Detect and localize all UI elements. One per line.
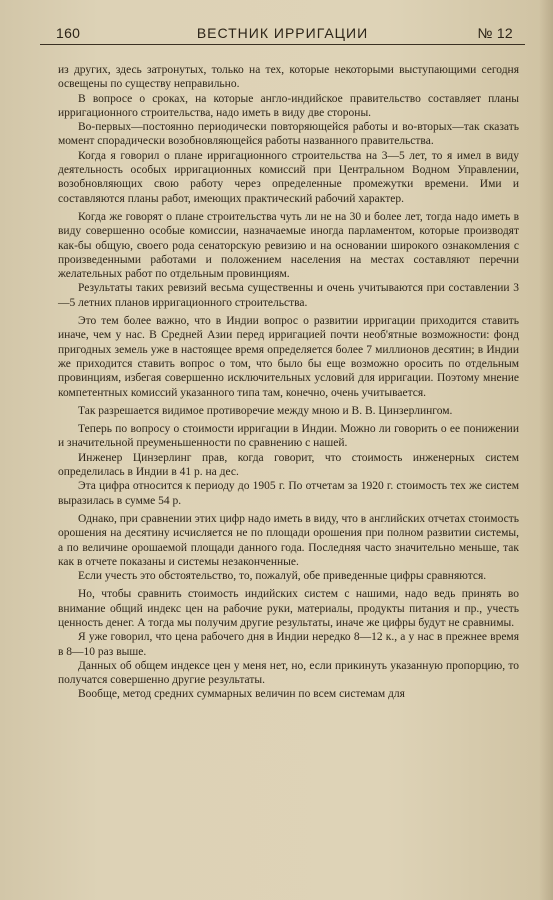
journal-title: ВЕСТНИК ИРРИГАЦИИ: [196, 25, 369, 41]
paragraph: Вообще, метод средних суммарных величин по всем системам для: [78, 688, 405, 701]
paragraph: Однако, при сравнении этих цифр надо иметь в виду, что в английских отчетах стоимость орошения на десятину исчисляется не по площади орошения при полном развитии системы, а по величине орошаемой площади данного года. Последняя часто значительно меньше, так как в отчете показаны и системы незаконченные.: [58, 512, 519, 568]
paragraph: Но, чтобы сравнить стоимость индийских систем с нашими, надо ведь принять во внимание общий индекс цен на рабочие руки, материалы, продукты питания и пр., учесть ценность денег. А тогда мы получим другие результаты, иначе же цифры будут не сравнимы.: [58, 588, 519, 629]
paragraph: Инженер Цинзерлинг прав, когда говорит, что стоимость инженерных систем определилась в Индии в 41 р. на дес.: [58, 451, 519, 479]
page-edge-shadow: [539, 0, 553, 900]
paragraph: Если учесть это обстоятельство, то, пожалуй, обе приведенные цифры сравняются.: [78, 570, 487, 583]
paragraph: из других, здесь затронутых, только на тех, которые некоторыми выступающими сегодня освещены по существу неправильно.: [58, 64, 519, 91]
paragraph: Данных об общем индексе цен у меня нет, но, если прикинуть указанную пропорцию, то получатся совершенно другие результаты.: [58, 659, 519, 687]
paragraph: Так разрешается видимое противоречие между мною и В. В. Цинзерлингом.: [78, 404, 453, 417]
paragraph: Я уже говорил, что цена рабочего дня в Индии нередко 8—12 к., а у нас в прежнее время в 8—10 раз выше.: [58, 631, 519, 658]
page-number: 160: [56, 25, 81, 41]
article-body: [58, 63, 519, 702]
issue-number: № 12: [477, 25, 513, 41]
paragraph: Во-первых—постоянно периодически повторяющейся работы и во-вторых—так сказать момент спорадически возобновляющейся работы названного правительства.: [58, 121, 519, 148]
paragraph: Теперь по вопросу о стоимости ирригации в Индии. Можно ли говорить о ее понижении и значительной преуменьшенности по сравнению с нашей.: [58, 423, 519, 450]
paragraph: Когда я говорил о плане ирригационного строительства на 3—5 лет, то я имел в виду деятельность особых ирригационных комиссий при Центральном Водном Управлении, возобновляющих свою работу через определенные промежутки времени. Ими и составляются планы работ, имеющих практический рабочий характер.: [58, 149, 519, 205]
paragraph: В вопросе о сроках, на которые англо-индийское правительство составляет планы ирригационного строительства, надо иметь в виду две стороны.: [58, 92, 519, 119]
paragraph: Когда же говорят о плане строительства чуть ли не на 30 и более лет, тогда надо иметь в виду совершенно особые комиссии, назначаемые иногда парламентом, которые производят как-бы общую, своего рода сенаторскую ревизию и на основании широкого ознакомления с произведенными работами и положением населения на местах составляют перечни желательных работ по отдельным провинциям.: [58, 210, 519, 281]
running-header: [40, 22, 525, 45]
paragraph: Результаты таких ревизий весьма существенны и очень учитываются при составлении 3—5 летних планов ирригационного строительства.: [58, 282, 519, 309]
paragraph: Эта цифра относится к периоду до 1905 г. По отчетам за 1920 г. стоимость тех же систем выразилась в сумме 54 р.: [58, 480, 519, 507]
paragraph: Это тем более важно, что в Индии вопрос о развитии ирригации приходится ставить иначе, чем у нас. В Средней Азии перед ирригацией почти необ'ятные возможности: фонд пригодных земель уже в настоящее время определяется более 7 миллионов десятин; в Индии же приходится ставить вопрос о том, что было бы еще возможно оросить по отдельным провинциям, избегая совершенно исключительных условий для ирригации. Поэтому мнение компетентных комиссий указанного типа там, конечно, очень учитывается.: [58, 315, 519, 399]
